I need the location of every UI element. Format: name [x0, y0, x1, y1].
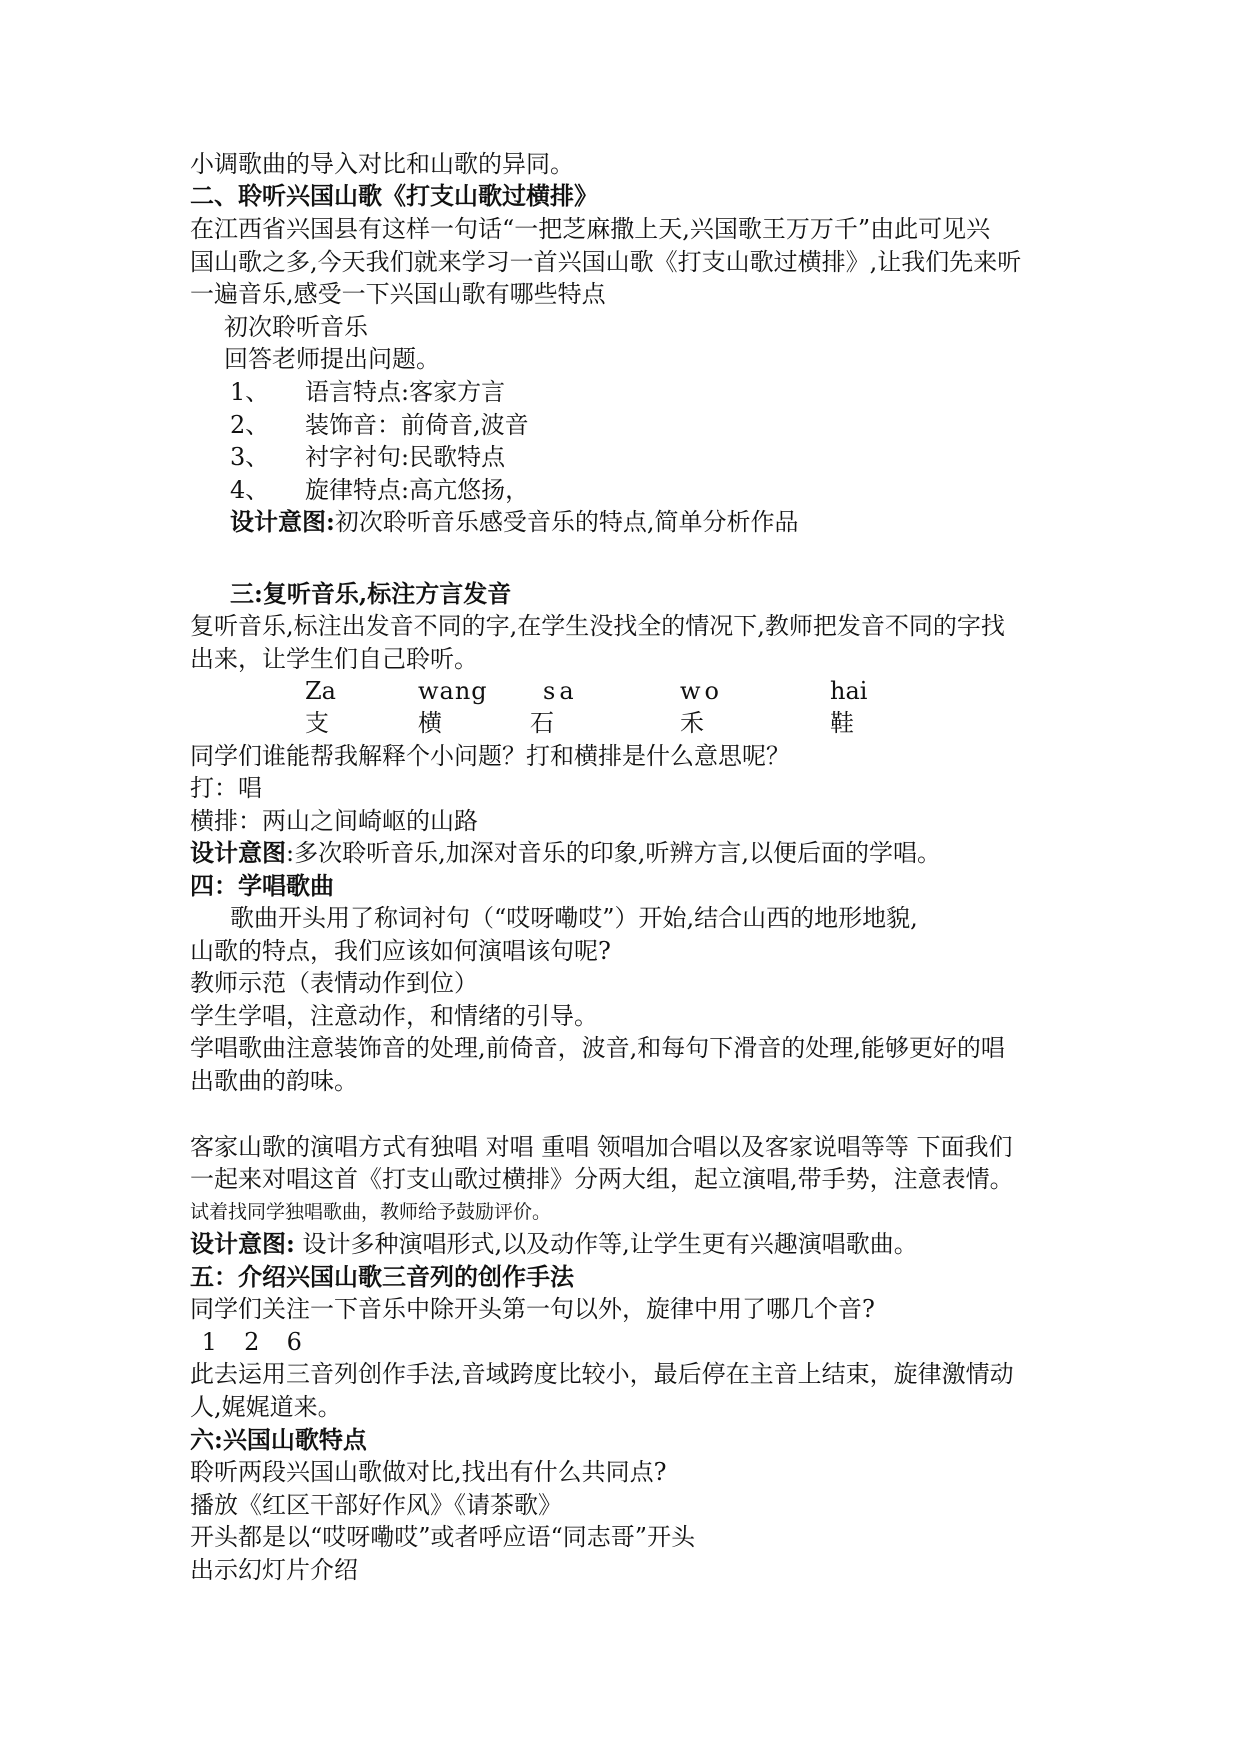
paragraph-line: 横排：两山之间崎岖的山路: [190, 807, 478, 835]
section-heading-3: 三:复听音乐,标注方言发音: [230, 579, 512, 608]
paragraph-line: 教师示范（表情动作到位）: [190, 969, 478, 997]
char-cell: 横: [418, 709, 442, 737]
design-intent-line: [190, 837, 941, 869]
pinyin-cell: Za: [305, 677, 336, 705]
design-intent-text: 初次聆听音乐感受音乐的特点,简单分析作品: [334, 508, 799, 536]
paragraph-line: 打：唱: [190, 774, 262, 802]
char-cell: 支: [305, 709, 329, 737]
design-intent-line: [190, 1228, 918, 1260]
paragraph-line: 一起来对唱这首《打支山歌过横排》分两大组，起立演唱,带手势，注意表情。: [190, 1165, 1014, 1193]
paragraph-line: 国山歌之多,今天我们就来学习一首兴国山歌《打支山歌过横排》,让我们先来听: [190, 248, 1022, 276]
pinyin-cell: wo: [680, 677, 723, 705]
paragraph-line: 开头都是以“哎呀嘞哎”或者呼应语“同志哥”开头: [190, 1523, 696, 1551]
paragraph-line: 在江西省兴国县有这样一句话“一把芝麻撒上天,兴国歌王万万千”由此可见兴: [190, 215, 991, 243]
design-intent-text: :多次聆听音乐,加深对音乐的印象,听辨方言,以便后面的学唱。: [286, 839, 941, 867]
paragraph-line: 聆听两段兴国山歌做对比,找出有什么共同点?: [190, 1458, 667, 1486]
paragraph-line: 出歌曲的韵味。: [190, 1067, 358, 1095]
paragraph-line: 人,娓娓道来。: [190, 1393, 342, 1421]
paragraph-line: 出示幻灯片介绍: [190, 1556, 358, 1584]
paragraph-line: 小调歌曲的导入对比和山歌的异同。: [190, 150, 574, 178]
paragraph-line: 播放《红区干部好作风》《请茶歌》: [190, 1491, 562, 1519]
paragraph-line: 回答老师提出问题。: [224, 345, 440, 373]
paragraph-line: 一遍音乐,感受一下兴国山歌有哪些特点: [190, 280, 606, 308]
paragraph-line: 初次聆听音乐: [224, 313, 368, 341]
pinyin-cell: wang: [418, 677, 488, 705]
paragraph-line: 1 2 6: [190, 1328, 306, 1356]
pinyin-cell: hai: [830, 677, 868, 705]
paragraph-line: 出来，让学生们自己聆听。: [190, 645, 478, 673]
paragraph-line: 此去运用三音列创作手法,音域跨度比较小，最后停在主音上结束，旋律激情动: [190, 1360, 1014, 1388]
list-item-text: 旋律特点:高亢悠扬，: [305, 476, 530, 504]
list-item-number: 1、: [230, 378, 270, 406]
char-cell: 鞋: [830, 709, 854, 737]
design-intent-text: 设计多种演唱形式,以及动作等,让学生更有兴趣演唱歌曲。: [294, 1230, 918, 1258]
paragraph-line: 试着找同学独唱歌曲，教师给予鼓励评价。: [190, 1201, 552, 1223]
paragraph-line: 歌曲开头用了称词衬句（“哎呀嘞哎”）开始,结合山西的地形地貌,: [230, 904, 918, 932]
section-heading-6: 六:兴国山歌特点: [190, 1425, 367, 1454]
paragraph-line: 学唱歌曲注意装饰音的处理,前倚音，波音,和每句下滑音的处理,能够更好的唱: [190, 1034, 1005, 1062]
design-intent-line: [230, 506, 799, 538]
section-heading-4: 四：学唱歌曲: [190, 871, 334, 900]
paragraph-line: 客家山歌的演唱方式有独唱 对唱 重唱 领唱加合唱以及客家说唱等等 下面我们: [190, 1133, 1013, 1161]
list-item-text: 装饰音：前倚音,波音: [305, 411, 529, 439]
paragraph-line: 山歌的特点，我们应该如何演唱该句呢?: [190, 937, 611, 965]
pinyin-cell: sa: [543, 677, 578, 705]
list-item-number: 4、: [230, 476, 270, 504]
design-intent-label: 设计意图:: [190, 1229, 295, 1258]
list-item-number: 2、: [230, 411, 270, 439]
section-heading-5: 五：介绍兴国山歌三音列的创作手法: [190, 1262, 574, 1291]
design-intent-label: 设计意图:: [230, 507, 335, 536]
list-item-text: 语言特点:客家方言: [305, 378, 506, 406]
paragraph-line: 同学们谁能帮我解释个小问题？打和横排是什么意思呢？: [190, 742, 790, 770]
list-item-text: 衬字衬句:民歌特点: [305, 443, 506, 471]
paragraph-line: 同学们关注一下音乐中除开头第一句以外，旋律中用了哪几个音?: [190, 1295, 875, 1323]
char-cell: 禾: [680, 709, 704, 737]
char-cell: 石: [530, 709, 554, 737]
paragraph-line: 学生学唱，注意动作，和情绪的引导。: [190, 1002, 598, 1030]
design-intent-label: 设计意图: [190, 838, 286, 867]
paragraph-line: 复听音乐,标注出发音不同的字,在学生没找全的情况下,教师把发音不同的字找: [190, 612, 1005, 640]
section-heading-2: 二、聆听兴国山歌《打支山歌过横排》: [190, 181, 598, 210]
list-item-number: 3、: [230, 443, 270, 471]
